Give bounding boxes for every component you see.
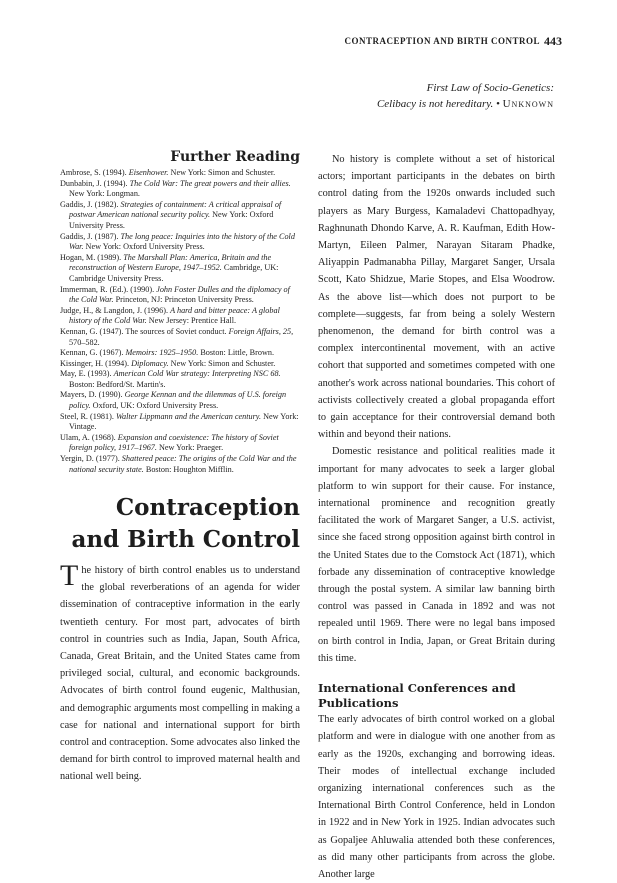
epigraph bbox=[300, 80, 554, 112]
reference-publisher: New York: Vintage. bbox=[69, 411, 299, 432]
reference-title: Diplomacy. bbox=[131, 358, 169, 368]
reference-entry bbox=[60, 412, 301, 433]
reference-author-date: Kennan, G. (1967). bbox=[60, 348, 126, 358]
intro-paragraph bbox=[60, 559, 300, 786]
reference-title: American Cold War strategy: Interpreting NSC 68. bbox=[113, 369, 281, 379]
epigraph-line-1: First Law of Socio-Genetics: bbox=[426, 82, 554, 94]
reference-publisher: New York: Oxford University Press. bbox=[83, 242, 205, 252]
reference-publisher: Cambridge, UK: Cambridge University Press. bbox=[69, 263, 279, 283]
reference-author-date: Hogan, M. (1989). bbox=[60, 252, 124, 262]
reference-author-date: May, E. (1993). bbox=[60, 369, 114, 379]
reference-publisher: Princeton, NJ: Princeton University Press. bbox=[113, 295, 254, 305]
reference-publisher: Boston: Houghton Mifflin. bbox=[143, 464, 234, 474]
drop-cap: T bbox=[60, 559, 79, 592]
reference-author-date: Ulam, A. (1968). bbox=[60, 432, 118, 442]
reference-entry bbox=[60, 369, 301, 390]
reference-title: Shattered peace: The origins of the Cold War and the national security state. bbox=[69, 454, 297, 474]
reference-author-date: Immerman, R. (Ed.). (1990). bbox=[60, 284, 157, 294]
reference-title: Foreign Affairs, 25, bbox=[228, 326, 294, 336]
running-head: CONTRACEPTION AND BIRTH CONTROL bbox=[344, 36, 540, 46]
reference-publisher: New York: Simon and Schuster. bbox=[168, 358, 276, 368]
reference-title: Expansion and coexistence: The history of Soviet foreign policy, 1917–1967. bbox=[69, 432, 279, 453]
reference-author-date: Judge, H., & Langdon, J. (1996). bbox=[60, 305, 171, 315]
reference-title: The Cold War: The great powers and their allies. bbox=[129, 178, 291, 188]
article-title-line-2: and Birth Control bbox=[71, 526, 300, 553]
reference-entry bbox=[60, 359, 301, 370]
reference-entry bbox=[60, 327, 301, 348]
reference-entry bbox=[60, 168, 301, 179]
epigraph-quote: Celibacy is not hereditary. bbox=[376, 98, 494, 110]
reference-publisher: Boston: Little, Brown. bbox=[198, 348, 274, 358]
reference-author-date: Kennan, G. (1947). The sources of Soviet conduct. bbox=[60, 326, 229, 336]
paragraph-domestic-resistance: Domestic resistance and political realities made it important for many advocates to seek a larger global platform to win support for their cause. For instance, international prominence and recognition greatly facilitated the work of Margaret Sanger, a U.S. activist, since she faced strong opposition against birth control in the United States due to the Comstock Act (1871), which forbade any dissemination of contraceptive knowledge through the postal system. A similar law banning birth control was passed in Canada in 1892 and was not repealed until 1969. There were no legal bans imposed on birth control in India, Japan, or Great Britain during this time. bbox=[318, 446, 555, 664]
reference-author-date: Yergin, D. (1977). bbox=[60, 454, 122, 464]
reference-title: George Kennan and the dilemmas of U.S. foreign policy. bbox=[69, 390, 287, 411]
reference-entry bbox=[60, 390, 301, 411]
reference-title: Eisenhower. bbox=[128, 168, 169, 177]
article-title-line-1: Contraception bbox=[115, 494, 300, 521]
right-column-body bbox=[318, 151, 555, 883]
reference-author-date: Mayers, D. (1990). bbox=[60, 390, 125, 400]
reference-author-date: Gaddis, J. (1982). bbox=[60, 199, 121, 209]
reference-publisher: New York: Simon and Schuster. bbox=[168, 168, 276, 177]
reference-title: A hard and bitter peace: A global history of the Cold War. bbox=[69, 305, 280, 326]
section-heading: International Conferences and Publications bbox=[318, 681, 516, 711]
reference-title: The long peace: Inquiries into the history of the Cold War. bbox=[69, 231, 295, 252]
reference-author-date: Steel, R. (1981). bbox=[60, 411, 116, 421]
reference-publisher: 570–582. bbox=[69, 337, 100, 347]
reference-entry bbox=[60, 200, 301, 232]
paragraph-conferences: The early advocates of birth control worked on a global platform and were in dialogue with one another from as early as the 1920s, exchanging and borrowing ideas. Their modes of intellectual exchange included organizing international conferences such as the International Birth Control Conference, held in London in 1922 and in New York in 1925. Indian advocates such as Gopaljee Ahluwalia attended both these conferences, as did many other participants from across the globe. Another large bbox=[318, 714, 555, 880]
reference-title: John Foster Dulles and the diplomacy of the Cold War. bbox=[69, 284, 290, 305]
reference-publisher: New York: Longman. bbox=[69, 189, 140, 199]
reference-entry bbox=[60, 306, 301, 327]
reference-publisher: Boston: Bedford/St. Martin's. bbox=[69, 379, 166, 389]
reference-title: Memoirs: 1925–1950. bbox=[125, 348, 199, 358]
reference-entry bbox=[60, 433, 301, 454]
reference-title: The Marshall Plan: America, Britain and the reconstruction of Western Europe, 1947–1952. bbox=[69, 252, 272, 273]
page-number: 443 bbox=[544, 34, 562, 48]
reference-entry bbox=[60, 348, 301, 359]
article-title bbox=[60, 492, 300, 556]
reference-entry bbox=[60, 285, 301, 306]
reference-entry bbox=[60, 253, 301, 285]
epigraph-line-2 bbox=[300, 96, 554, 112]
reference-title: Strategies of containment: A critical appraisal of postwar American national security policy. bbox=[69, 199, 282, 220]
reference-entry bbox=[60, 232, 301, 253]
reference-title: Walter Lippmann and the American century. bbox=[115, 411, 262, 421]
reference-publisher: New York: Praeger. bbox=[156, 443, 224, 453]
paragraph-historical-actors: No history is complete without a set of historical actors; important participants in the debates on birth control dating from the 1920s onwards included such players as Mary Burgess, Kamaladevi Chattopadhyay, Raghnunath Dhondo Karve, A. R. Kaufman, Edith How-Martyn, Eileen Palmer, Narayan Sitaram Phadke, Aliyappin Padmanabha Pillay, Margaret Sanger, Ursala Scott, Kato Shidzue, Marie Stopes, and Elsa Woodrow. As the above list—which does not purport to be complete—suggests, far from being a solely Western phenomenon, the demand for birth control was a complex intercontinental movement, with an active cohort that supported and sometimes competed with one another's work across national boundaries. This cohort of activists collectively created a global propaganda effort to gain acceptance for their controversial demand both within and beyond their nations. bbox=[318, 154, 555, 441]
reference-entry bbox=[60, 179, 301, 200]
bullet-icon: • bbox=[496, 98, 500, 110]
epigraph-attribution: Unknown bbox=[502, 98, 554, 110]
intro-text: he history of birth control enables us to understand the global reverberations of an agenda for wider dissemination of contraceptive information in the early twentieth century. For most part, advocates of birth control in countries such as India, Japan, South Africa, Canada, Great Britain, and the United States came from privileged social, cultural, and economic backgrounds. Advocates of birth control found eugenic, Malthusian, and demographic arguments most compelling in making a case for national and international support for birth control and contraception. Some advocates also linked the demand for birth control to improved maternal health and national well being. bbox=[60, 565, 300, 783]
reference-publisher: Oxford, UK: Oxford University Press. bbox=[90, 401, 219, 411]
left-column-body bbox=[60, 559, 300, 786]
reference-author-date: Gaddis, J. (1987). bbox=[60, 231, 121, 241]
reference-author-date: Ambrose, S. (1994). bbox=[60, 168, 129, 177]
reference-author-date: Dunbabin, J. (1994). bbox=[60, 178, 130, 188]
reference-entry bbox=[60, 454, 301, 475]
reference-list bbox=[60, 168, 301, 475]
further-reading-heading: Further Reading bbox=[170, 149, 300, 165]
reference-author-date: Kissinger, H. (1994). bbox=[60, 358, 132, 368]
reference-publisher: New York: Oxford University Press. bbox=[69, 210, 274, 230]
reference-publisher: New Jersey: Prentice Hall. bbox=[146, 316, 237, 326]
